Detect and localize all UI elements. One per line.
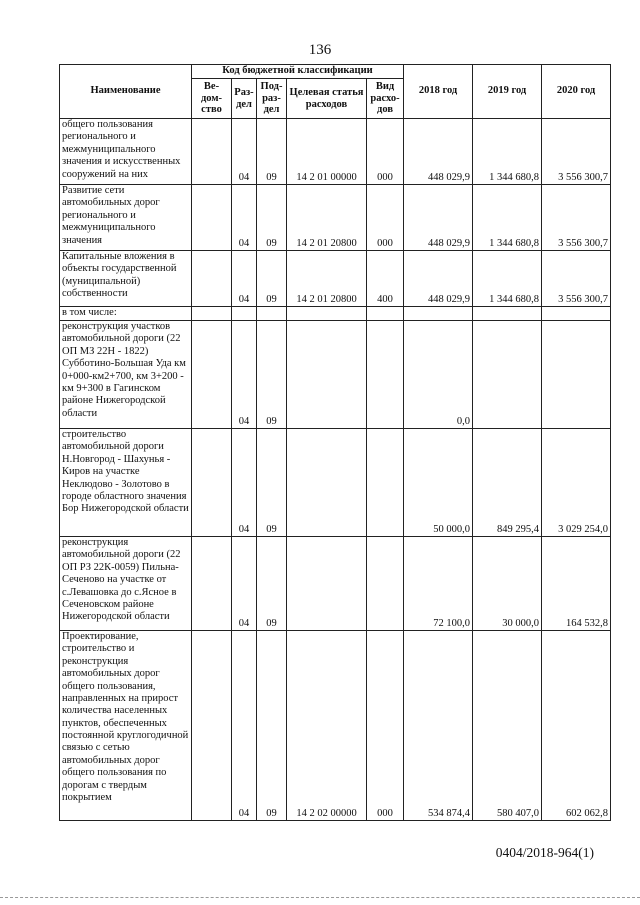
row-vedomstvo — [192, 321, 232, 429]
row-podrazdel: 09 — [257, 537, 287, 631]
row-name: строительство автомобильной дороги Н.Новгород - Шахунья - Киров на участке Неклюдово - Золотово в городе областного значения Бор Нижегородской области — [60, 429, 192, 537]
row-name: реконструкция автомобильной дороги (22 ОП РЗ 22К-0059) Пильна-Сеченово на участке от с.Левашовка до с.Ясное в Сеченовском районе Нижегородской области — [60, 537, 192, 631]
page-number: 136 — [308, 42, 332, 58]
row-vid: 400 — [367, 251, 404, 307]
row-podrazdel: 09 — [257, 185, 287, 251]
table-row — [60, 321, 611, 429]
row-2020: 3 556 300,7 — [542, 185, 611, 251]
header-target: Целевая статья расходов — [287, 79, 367, 119]
row-vedomstvo — [192, 429, 232, 537]
row-name: в том числе: — [60, 307, 192, 321]
row-target — [287, 429, 367, 537]
row-vedomstvo — [192, 307, 232, 321]
row-podrazdel: 09 — [257, 321, 287, 429]
row-2020: 602 062,8 — [542, 631, 611, 821]
table-row — [60, 185, 611, 251]
document-code: 0404/2018-964(1) — [495, 845, 594, 860]
row-2019 — [473, 321, 542, 429]
row-podrazdel: 09 — [257, 631, 287, 821]
table-row — [60, 429, 611, 537]
row-name: общего пользования регионального и межмуниципального значения и искусственных сооружений на них — [60, 119, 192, 185]
bottom-rule — [0, 897, 640, 898]
header-razdel: Раз-дел — [232, 79, 257, 119]
header-2019: 2019 год — [473, 65, 542, 119]
row-razdel: 04 — [232, 631, 257, 821]
row-target: 14 2 01 20800 — [287, 185, 367, 251]
table-row — [60, 631, 611, 821]
row-podrazdel: 09 — [257, 251, 287, 307]
row-2018: 448 029,9 — [404, 185, 473, 251]
row-vid: 000 — [367, 119, 404, 185]
row-2019: 1 344 680,8 — [473, 251, 542, 307]
table-row — [60, 307, 611, 321]
row-vid: 000 — [367, 631, 404, 821]
row-2020 — [542, 307, 611, 321]
row-podrazdel: 09 — [257, 119, 287, 185]
row-2019: 849 295,4 — [473, 429, 542, 537]
table-row — [60, 251, 611, 307]
row-vid — [367, 321, 404, 429]
row-razdel: 04 — [232, 251, 257, 307]
row-vid — [367, 307, 404, 321]
header-vedomstvo: Ве-дом-ство — [192, 79, 232, 119]
row-target: 14 2 02 00000 — [287, 631, 367, 821]
row-name: Развитие сети автомобильных дорог регионального и межмуниципального значения — [60, 185, 192, 251]
row-razdel: 04 — [232, 119, 257, 185]
row-name: реконструкция участков автомобильной дороги (22 ОП МЗ 22Н - 1822) Субботино-Большая Уда км 0+000-км2+700, км 3+200 - км 9+300 в Гагинском районе Нижегородской области — [60, 321, 192, 429]
row-2020: 3 556 300,7 — [542, 251, 611, 307]
header-2020: 2020 год — [542, 65, 611, 119]
row-vid: 000 — [367, 185, 404, 251]
row-razdel: 04 — [232, 185, 257, 251]
header-code-group: Код бюджетной классификации — [192, 65, 404, 79]
row-podrazdel — [257, 307, 287, 321]
row-target: 14 2 01 20800 — [287, 251, 367, 307]
row-2018: 448 029,9 — [404, 251, 473, 307]
row-2019: 1 344 680,8 — [473, 185, 542, 251]
row-razdel — [232, 307, 257, 321]
row-podrazdel: 09 — [257, 429, 287, 537]
budget-table — [59, 64, 611, 821]
row-2018: 72 100,0 — [404, 537, 473, 631]
row-razdel: 04 — [232, 537, 257, 631]
table-row — [60, 537, 611, 631]
header-2018: 2018 год — [404, 65, 473, 119]
row-2018 — [404, 307, 473, 321]
row-target — [287, 537, 367, 631]
row-target — [287, 307, 367, 321]
header-vid: Вид расхо-дов — [367, 79, 404, 119]
row-2020: 3 029 254,0 — [542, 429, 611, 537]
row-name: Капитальные вложения в объекты государственной (муниципальной) собственности — [60, 251, 192, 307]
row-target — [287, 321, 367, 429]
row-vedomstvo — [192, 119, 232, 185]
header-name: Наименование — [60, 65, 192, 119]
row-target: 14 2 01 00000 — [287, 119, 367, 185]
row-vedomstvo — [192, 537, 232, 631]
row-razdel: 04 — [232, 429, 257, 537]
table-row — [60, 119, 611, 185]
row-name: Проектирование, строительство и реконструкция автомобильных дорог общего пользования, направленных на прирост количества населенных пунктов, обеспеченных постоянной круглогодичной связью с сетью автомобильных дорог общего пользования по дорогам с твердым покрытием — [60, 631, 192, 821]
row-2019: 580 407,0 — [473, 631, 542, 821]
row-2019 — [473, 307, 542, 321]
header-podrazdel: Под-раз-дел — [257, 79, 287, 119]
row-2018: 534 874,4 — [404, 631, 473, 821]
row-2020 — [542, 321, 611, 429]
row-razdel: 04 — [232, 321, 257, 429]
row-2019: 1 344 680,8 — [473, 119, 542, 185]
row-vid — [367, 429, 404, 537]
row-vedomstvo — [192, 251, 232, 307]
row-vedomstvo — [192, 185, 232, 251]
row-2020: 3 556 300,7 — [542, 119, 611, 185]
row-2018: 50 000,0 — [404, 429, 473, 537]
row-2018: 448 029,9 — [404, 119, 473, 185]
row-vid — [367, 537, 404, 631]
row-2020: 164 532,8 — [542, 537, 611, 631]
row-2019: 30 000,0 — [473, 537, 542, 631]
row-vedomstvo — [192, 631, 232, 821]
row-2018: 0,0 — [404, 321, 473, 429]
